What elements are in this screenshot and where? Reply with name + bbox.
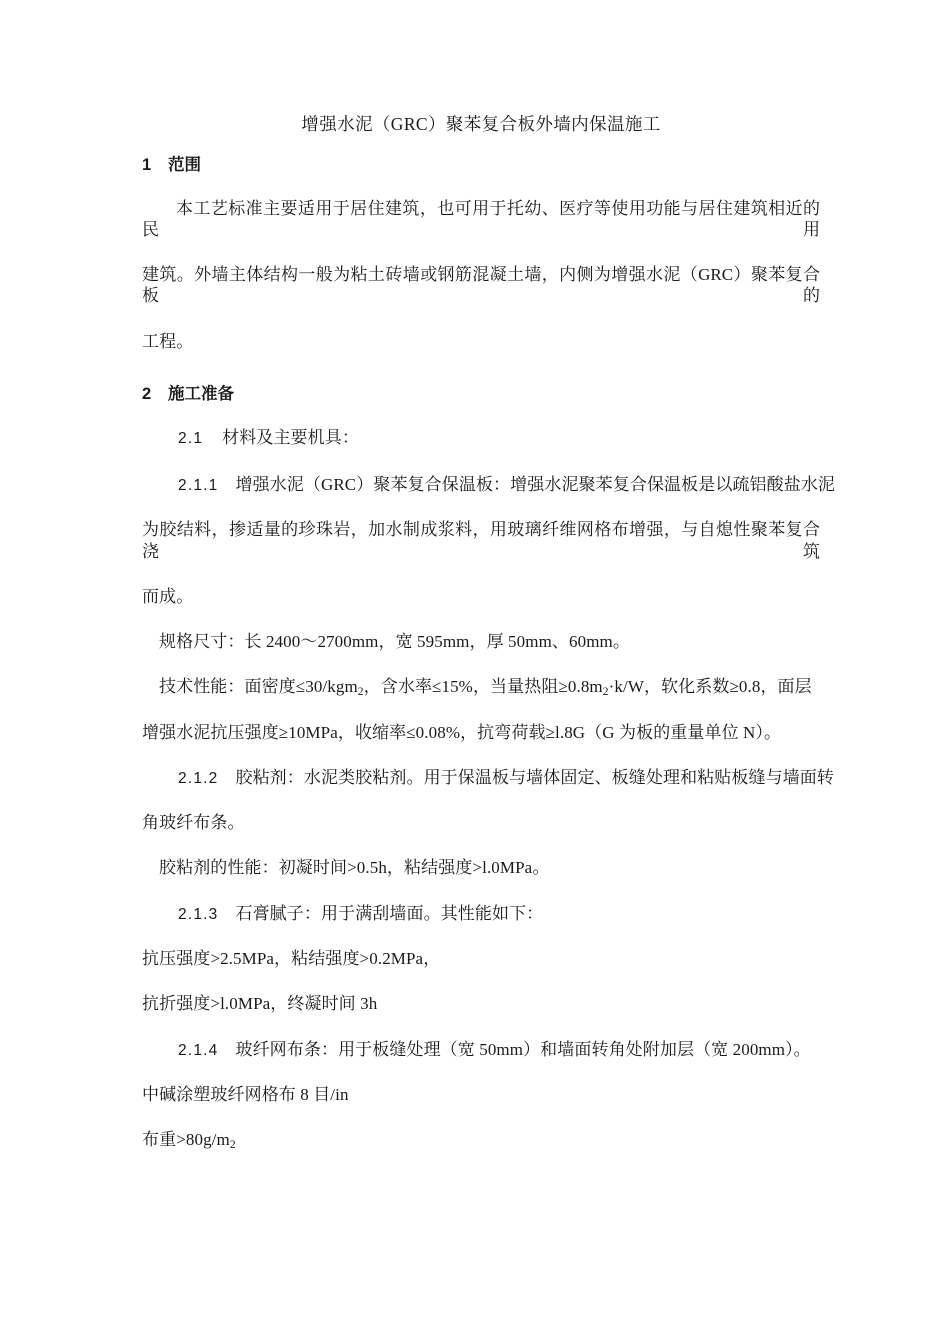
perf-seg: ，含水率≤15%，当量热阻≥0.8m bbox=[363, 677, 603, 697]
subsection-2-1-4 bbox=[142, 1039, 820, 1060]
perf-seg: 增强水泥抗压强度≥10MPa，收缩率≤0.08%，抗弯荷载≥l.8G（G 为板的重量单位 N）。 bbox=[142, 722, 782, 742]
perf-seg: ·k/W，软化系数≥0.8，面层 bbox=[608, 677, 812, 697]
subsection-2-1 bbox=[142, 427, 820, 448]
section-heading-1 bbox=[142, 155, 820, 176]
subsection-number: 2.1.3 bbox=[178, 905, 219, 923]
section-title-1: 范围 bbox=[168, 156, 201, 174]
subsection-text: 材料及主要机具： bbox=[222, 427, 359, 447]
paragraph-line: 而成。 bbox=[142, 586, 194, 606]
unit-subscript: 2 bbox=[229, 1138, 236, 1152]
subsection-number: 2.1.1 bbox=[178, 476, 219, 494]
subsection-number: 2.1.4 bbox=[178, 1041, 219, 1059]
paragraph-line: 角玻纤布条。 bbox=[142, 813, 245, 833]
spec-dimensions-line bbox=[142, 631, 820, 652]
section-number-1: 1 bbox=[142, 156, 152, 174]
perf-seg: 技术性能：面密度≤30/kgm bbox=[159, 677, 358, 697]
mesh-weight-text: 布重>80g/m bbox=[142, 1130, 230, 1150]
section-number-2: 2 bbox=[142, 384, 152, 403]
subsection-text: 石膏腻子：用于满刮墙面。其性能如下： bbox=[235, 903, 544, 923]
document-body bbox=[142, 0, 836, 1152]
subsection-text: 胶粘剂：水泥类胶粘剂。用于保温板与墙体固定、板缝处理和粘贴板缝与墙面转 bbox=[235, 767, 834, 787]
page-title: 增强水泥（GRC）聚苯复合板外墙内保温施工 bbox=[301, 114, 661, 134]
paragraph-line: 为胶结料，掺适量的珍珠岩，加水制成浆料，用玻璃纤维网格布增强，与自熄性聚苯复合浇筑 bbox=[142, 520, 820, 561]
spec-dimensions-text: 规格尺寸：长 2400～2700mm，宽 595mm，厚 50mm、60mm。 bbox=[159, 632, 630, 651]
spec-performance-line-1 bbox=[142, 676, 820, 697]
subsection-number: 2.1.2 bbox=[178, 769, 219, 787]
subsection-text: 玻纤网布条：用于板缝处理（宽 50mm）和墙面转角处附加层（宽 200mm）。 bbox=[235, 1039, 811, 1059]
paragraph-line: 工程。 bbox=[142, 331, 194, 351]
section-heading-2 bbox=[142, 384, 820, 405]
unit-subscript: 2 bbox=[602, 685, 609, 699]
subsection-number: 2.1 bbox=[178, 429, 204, 447]
adhesive-performance-line: 胶粘剂的性能：初凝时间>0.5h，粘结强度>l.0MPa。 bbox=[159, 858, 550, 878]
spec-performance-line-2 bbox=[142, 722, 820, 743]
subsection-text: 增强水泥（GRC）聚苯复合保温板：增强水泥聚苯复合保温板是以疏铝酸盐水泥 bbox=[235, 474, 836, 494]
putty-performance-line-2: 抗折强度>l.0MPa，终凝时间 3h bbox=[142, 994, 378, 1014]
unit-subscript: 2 bbox=[357, 685, 364, 699]
subsection-2-1-2 bbox=[142, 767, 834, 788]
section-title-2: 施工准备 bbox=[168, 384, 234, 403]
subsection-2-1-1 bbox=[142, 474, 836, 495]
mesh-weight-line bbox=[142, 1129, 820, 1150]
subsection-2-1-3 bbox=[142, 903, 820, 924]
putty-performance-line-1: 抗压强度>2.5MPa，粘结强度>0.2MPa， bbox=[142, 949, 441, 968]
mesh-spec-line: 中碱涂塑玻纤网格布 8 目/in bbox=[142, 1084, 349, 1104]
paragraph-line: 建筑。外墙主体结构一般为粘土砖墙或钢筋混凝土墙，内侧为增强水泥（GRC）聚苯复合板的 bbox=[142, 265, 820, 306]
paragraph-line: 本工艺标准主要适用于居住建筑，也可用于托幼、医疗等使用功能与居住建筑相近的民用 bbox=[142, 198, 820, 239]
